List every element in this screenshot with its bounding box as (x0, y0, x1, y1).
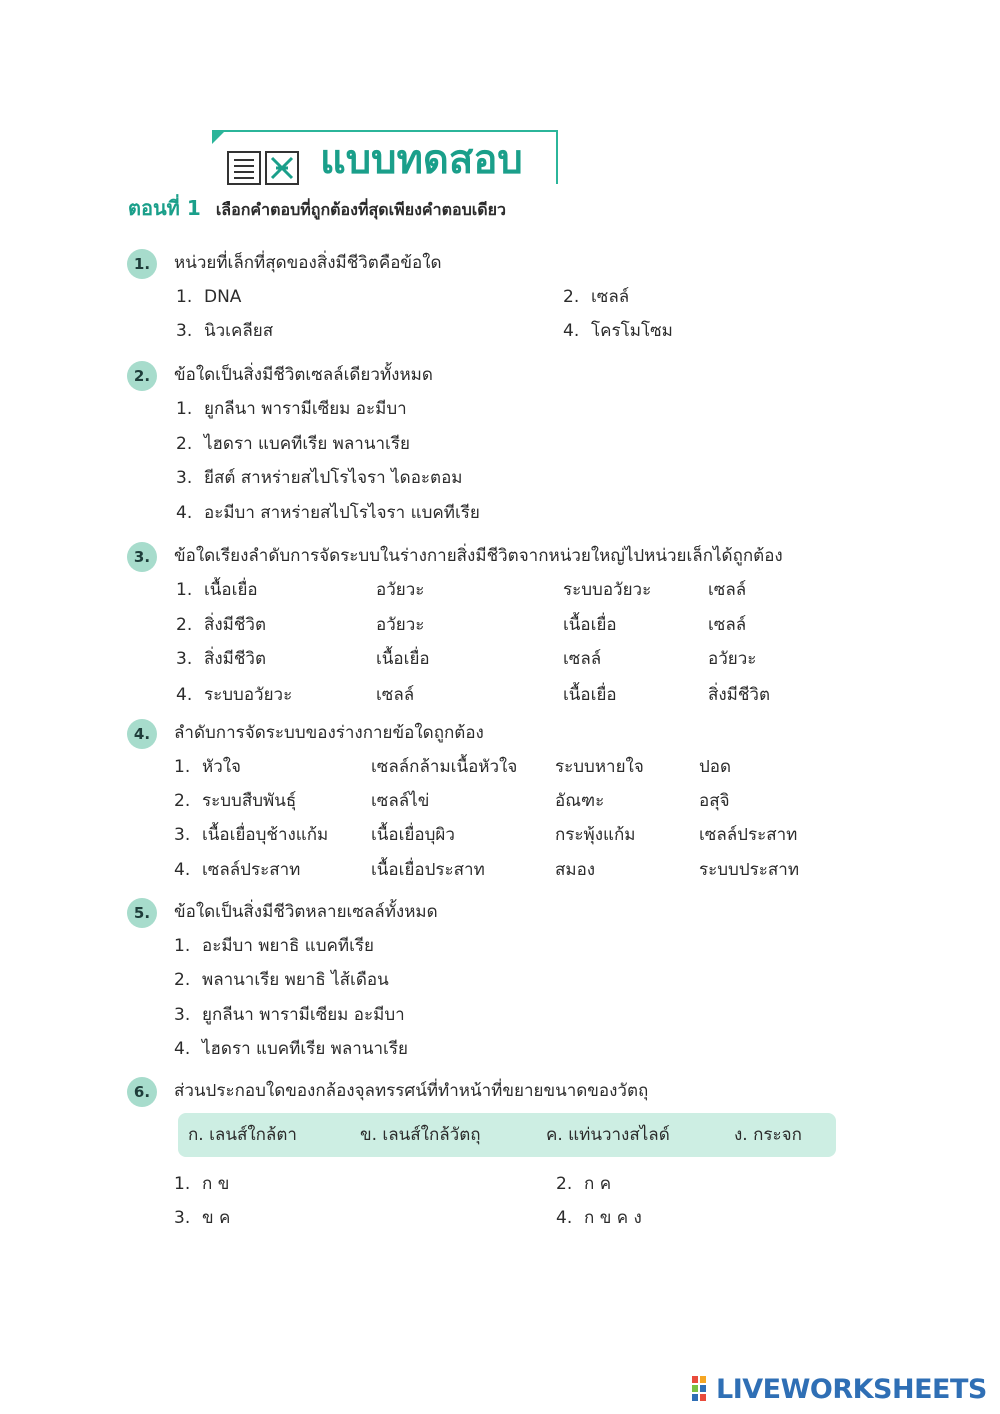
answer-option[interactable]: 3. ยีสต์ สาหร่ายสไปโรไจรา ไดอะตอม (176, 468, 463, 488)
answer-option[interactable]: 3. นิวเคลียส (176, 321, 274, 341)
answer-option[interactable]: 1. ก ข (174, 1174, 230, 1194)
option-cell: สิ่งมีชีวิต (708, 685, 771, 705)
option-cell: เซลล์ (376, 685, 415, 705)
option-cell: อวัยวะ (376, 580, 425, 600)
option-cell: สมอง (555, 860, 596, 880)
brand-text: LIVEWORKSHEETS (716, 1374, 987, 1405)
option-cell: เซลล์กล้ามเนื้อหัวใจ (371, 757, 518, 777)
option-cell: ระบบหายใจ (555, 757, 644, 777)
option-cell: อวัยวะ (376, 615, 425, 635)
answer-option[interactable]: 3. ข ค (174, 1208, 231, 1228)
part-heading (128, 193, 506, 225)
question-text: ข้อใดเป็นสิ่งมีชีวิตหลายเซลล์ทั้งหมด (174, 902, 438, 922)
option-cell: เซลล์ (708, 615, 747, 635)
option-cell: เนื้อเยื่อบุผิว (371, 825, 455, 845)
answer-option[interactable]: 2. ไฮดรา แบคทีเรีย พลานาเรีย (176, 434, 410, 454)
option-cell: เซลล์ประสาท (699, 825, 798, 845)
question-number-badge: 4. (127, 719, 157, 749)
answer-option[interactable]: 2. พลานาเรีย พยาธิ ไส้เดือน (174, 970, 389, 990)
answer-option[interactable]: 1. เนื้อเยื่อ (176, 580, 258, 600)
title-banner-corner (212, 130, 226, 144)
question-number-badge: 5. (127, 898, 157, 928)
answer-option[interactable]: 1. ยูกลีนา พารามีเซียม อะมีบา (176, 399, 407, 419)
question-text: ข้อใดเป็นสิ่งมีชีวิตเซลล์เดียวทั้งหมด (174, 365, 433, 385)
answer-option[interactable]: 3. เนื้อเยื่อบุช้างแก้ม (174, 825, 329, 845)
question-number-badge: 2. (127, 361, 157, 391)
option-cell: ปอด (699, 757, 732, 777)
answer-option[interactable]: 4. โครโมโซม (563, 321, 673, 341)
option-cell: อัณฑะ (555, 791, 605, 811)
answer-option[interactable]: 4. ก ข ค ง (556, 1208, 642, 1228)
option-cell: เซลล์ไข่ (371, 791, 430, 811)
answer-option[interactable]: 2. ระบบสืบพันธุ์ (174, 791, 297, 811)
answer-option[interactable]: 4. ไฮดรา แบคทีเรีย พลานาเรีย (174, 1039, 408, 1059)
answer-option[interactable]: 3. สิ่งมีชีวิต (176, 649, 267, 669)
question-number-badge: 6. (127, 1077, 157, 1107)
part-label: ตอนที่ 1 (128, 196, 201, 220)
choice-item: ง. กระจก (734, 1125, 802, 1145)
question-number-badge: 3. (127, 542, 157, 572)
answer-option[interactable]: 4. เซลล์ประสาท (174, 860, 301, 880)
option-cell: เนื้อเยื่อ (563, 685, 617, 705)
option-cell: อวัยวะ (708, 649, 757, 669)
answer-option[interactable]: 4. อะมีบา สาหร่ายสไปโรไจรา แบคทีเรีย (176, 503, 480, 523)
answer-option[interactable]: 2. ก ค (556, 1174, 612, 1194)
question-number-badge: 1. (127, 249, 157, 279)
answer-option[interactable]: 2. สิ่งมีชีวิต (176, 615, 267, 635)
option-cell: อสุจิ (699, 791, 730, 811)
liveworksheets-logo-icon (692, 1376, 714, 1402)
option-cell: ระบบอวัยวะ (563, 580, 652, 600)
page-title: แบบทดสอบ (320, 137, 523, 183)
option-cell: เนื้อเยื่อประสาท (371, 860, 485, 880)
choice-item: ค. แท่นวางสไลด์ (546, 1125, 670, 1145)
answer-option[interactable]: 1. DNA (176, 287, 242, 307)
option-cell: เซลล์ (563, 649, 602, 669)
answer-option[interactable]: 3. ยูกลีนา พารามีเซียม อะมีบา (174, 1005, 405, 1025)
answer-option[interactable]: 2. เซลล์ (563, 287, 630, 307)
choice-item: ก. เลนส์ใกล้ตา (188, 1125, 297, 1145)
question-text: ข้อใดเรียงลำดับการจัดระบบในร่างกายสิ่งมีชีวิตจากหน่วยใหญ่ไปหน่วยเล็กได้ถูกต้อง (174, 546, 783, 566)
option-cell: กระพุ้งแก้ม (555, 825, 636, 845)
option-cell: ระบบประสาท (699, 860, 800, 880)
question-text: หน่วยที่เล็กที่สุดของสิ่งมีชีวิตคือข้อใด (174, 253, 442, 273)
answer-option[interactable]: 1. หัวใจ (174, 757, 242, 777)
question-text: ส่วนประกอบใดของกล้องจุลทรรศน์ที่ทำหน้าที่ขยายขนาดของวัตถุ (174, 1081, 649, 1101)
answer-option[interactable]: 4. ระบบอวัยวะ (176, 685, 293, 705)
answer-option[interactable]: 1. อะมีบา พยาธิ แบคทีเรีย (174, 936, 375, 956)
part-instruction: เลือกคำตอบที่ถูกต้องที่สุดเพียงคำตอบเดียว (215, 200, 506, 219)
choice-item: ข. เลนส์ใกล้วัตถุ (360, 1125, 481, 1145)
option-cell: เนื้อเยื่อ (376, 649, 430, 669)
option-cell: เซลล์ (708, 580, 747, 600)
option-cell: เนื้อเยื่อ (563, 615, 617, 635)
book-icon (226, 148, 300, 186)
question-text: ลำดับการจัดระบบของร่างกายข้อใดถูกต้อง (174, 723, 484, 743)
